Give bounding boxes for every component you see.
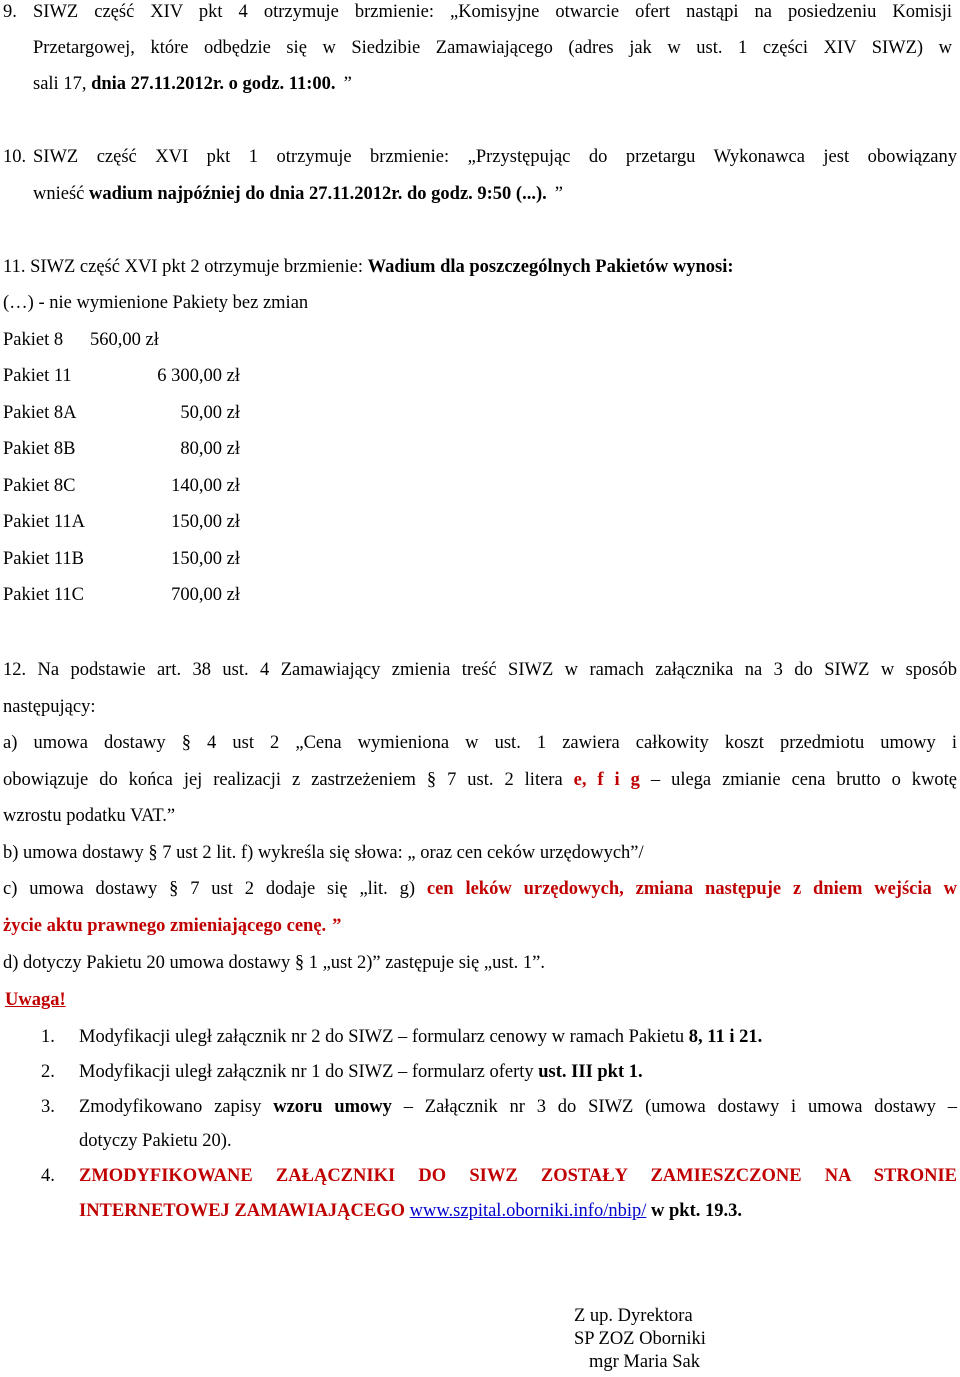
paragraph-12-line-1: 12. Na podstawie art. 38 ust. 4 Zamawiający zmienia treść SIWZ w ramach załącznika na 3 do SIWZ w sposób xyxy=(3,660,957,680)
paragraph-12-line-2: następujący: xyxy=(3,697,96,717)
signature-line-2: SP ZOZ Oborniki xyxy=(574,1329,706,1349)
paragraph-9-line-2: Przetargowej, które odbędzie się w Siedzibie Zamawiającego (adres jak w ust. 1 części XIV SIWZ) w xyxy=(33,38,952,58)
uwaga-title: Uwaga! xyxy=(5,990,66,1010)
paragraph-11-heading: 11. SIWZ część XVI pkt 2 otrzymuje brzmienie: Wadium dla poszczególnych Pakietów wynosi: xyxy=(3,257,734,277)
signature-line-1: Z up. Dyrektora xyxy=(574,1306,693,1326)
point-a-line-1: a) umowa dostawy § 4 ust 2 „Cena wymieniona w ust. 1 zawiera całkowity koszt przedmiotu umowy i xyxy=(3,733,957,753)
paragraph-9-line-1: SIWZ część XIV pkt 4 otrzymuje brzmienie: „Komisyjne otwarcie ofert nastąpi na posiedzeniu Komisji xyxy=(33,2,952,22)
document-page: 9. SIWZ część XIV pkt 4 otrzymuje brzmienie: „Komisyjne otwarcie ofert nastąpi na posiedzeniu Komisji Przetargowej, które odbędzie się w Siedzibie Zamawiającego (adres jak w ust. 1 części XIV SIWZ) w sali 17, dnia 27.11.2012r. o godz. 11:00. ” 10. SIWZ część XVI pkt 1 otrzymuje brzmienie: „Przystępując do przetargu Wykonawca jest obowiązany wnieść wadium najpóźniej do dnia 27.11.2012r. do godz. 9:50 (...). ” 11. SIWZ część XVI pkt 2 otrzymuje brzmienie: Wadium dla poszczególnych Pakietów wynosi: (…) - nie wymienione Pakiety bez zmian Pakiet 8 560,00 zł Pakiet 11 6 300,00 zł Pakiet 8A 50,00 zł Pakiet 8B 80,00 zł Pakiet 8C 140,00 zł Pakiet 11A 150,00 zł Pakiet 11B 150,00 zł Pakiet 11C 700,00 zł 12. Na podstawie art. 38 ust. 4 Zamawiający zmienia treść SIWZ w ramach załącznika na 3 do SIWZ w sposób następujący: a) umowa dostawy § 4 ust 2 „Cena wymieniona w ust. 1 zawiera całkowity koszt przedmiotu umowy i obowiązuje do końca jej realizacji z zastrzeżeniem § 7 ust. 2 litera e, f i g – ulega zmianie cena brutto o kwotę wzrostu podatku VAT.” b) umowa dostawy § 7 ust 2 lit. f) wykreśla się słowa: „ oraz cen ceków urzędowych”/ c) umowa dostawy § 7 ust 2 dodaje się „lit. g) cen leków urzędowych, zmiana następuje z dniem wejścia w życie aktu prawnego zmieniającego cenę. ” d) dotyczy Pakietu 20 umowa dostawy § 1 „ust 2)” zastępuje się „ust. 1”. Uwaga! 1. Modyfikacji uległ załącznik nr 2 do SIWZ – formularz cenowy w ramach Pakietu 8, 11 i 21. 2. Modyfikacji uległ załącznik nr 1 do SIWZ – formularz oferty ust. III pkt 1. 3. Zmodyfikowano zapisy wzoru umowy – Załącznik nr 3 do SIWZ (umowa dostawy i umowa dostawy – dotyczy Pakietu 20). 4. ZMODYFIKOWANE ZAŁĄCZNIKI DO SIWZ ZOSTAŁY ZAMIESZCZONE NA STRONIE INTERNETOWEJ ZAMAWIAJĄCEGO www.szpital.oborniki.info/nbip/ w pkt. 19.3. Z up. Dyrektora SP ZOZ Oborniki mgr Maria Sak xyxy=(3,2,958,1372)
paragraph-9-line-3: sali 17, dnia 27.11.2012r. o godz. 11:00. ” xyxy=(33,74,352,94)
point-c-line-1: c) umowa dostawy § 7 ust 2 dodaje się „lit. g) cen leków urzędowych, zmiana następuje z dniem wejścia w xyxy=(3,879,957,899)
signature-line-3: mgr Maria Sak xyxy=(589,1352,700,1372)
point-a-line-2: obowiązuje do końca jej realizacji z zastrzeżeniem § 7 ust. 2 litera e, f i g – ulega zmianie cena brutto o kwotę xyxy=(3,770,958,790)
point-d: d) dotyczy Pakietu 20 umowa dostawy § 1 „ust 2)” zastępuje się „ust. 1”. xyxy=(3,953,546,973)
paragraph-10-number: 10. xyxy=(3,147,27,167)
paragraph-11-note: (…) - nie wymienione Pakiety bez zmian xyxy=(3,293,309,313)
bip-link[interactable]: www.szpital.oborniki.info/nbip/ xyxy=(409,1201,647,1221)
point-b: b) umowa dostawy § 7 ust 2 lit. f) wykreśla się słowa: „ oraz cen ceków urzędowych”/ xyxy=(3,843,644,863)
point-c-line-2: życie aktu prawnego zmieniającego cenę. ” xyxy=(3,916,342,936)
paragraph-10-line-1: SIWZ część XVI pkt 1 otrzymuje brzmienie: „Przystępując do przetargu Wykonawca jest obowiązany xyxy=(33,147,957,167)
paragraph-10-line-2: wnieść wadium najpóźniej do dnia 27.11.2012r. do godz. 9:50 (...). ” xyxy=(33,184,563,204)
point-a-line-3: wzrostu podatku VAT.” xyxy=(3,806,176,826)
paragraph-9-number: 9. xyxy=(3,2,17,22)
